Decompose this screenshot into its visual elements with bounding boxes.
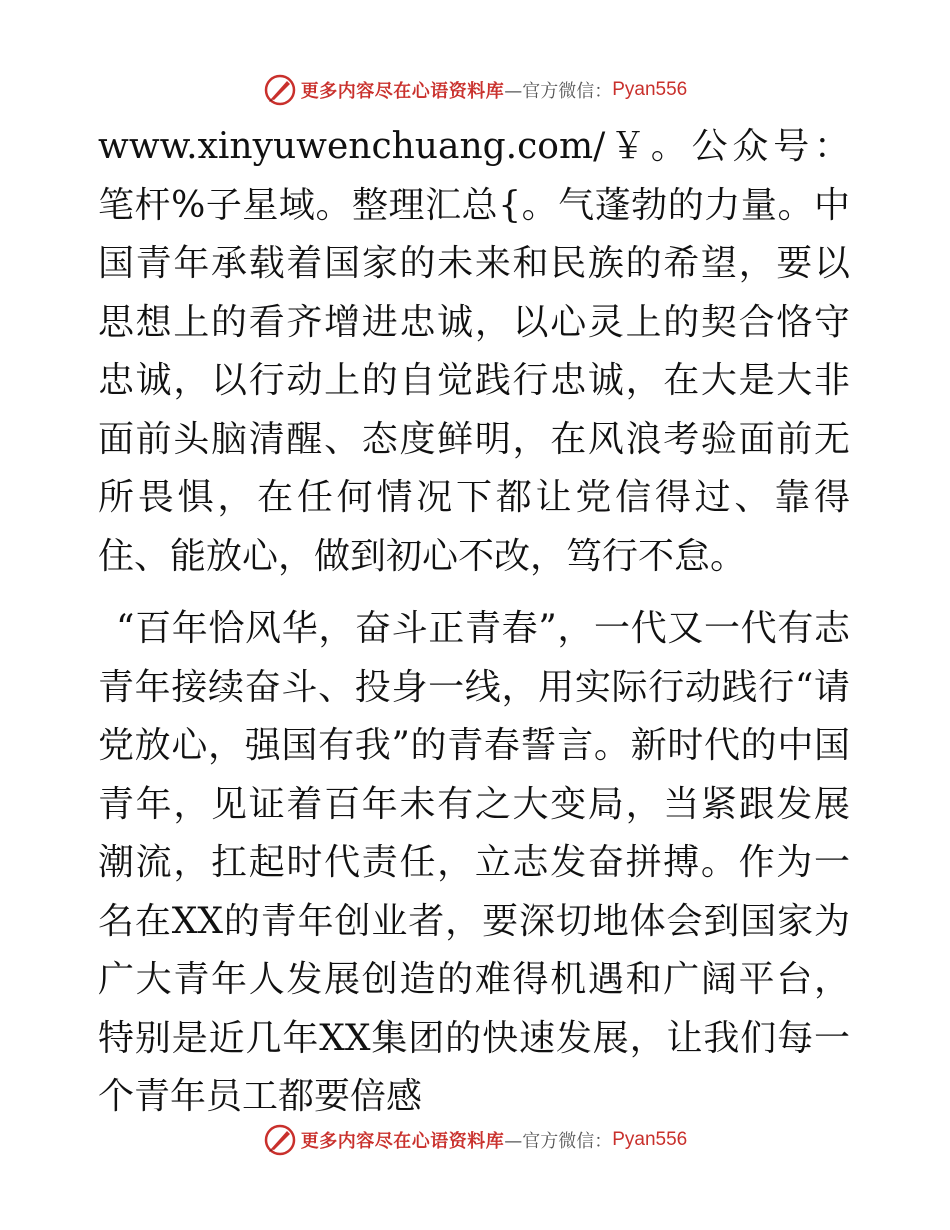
footer-wechat-id: Pyan556: [612, 1129, 688, 1150]
header-banner-text: 更多内容尽在心语资料库: [300, 81, 505, 102]
footer-banner-dash: —官方微信：: [504, 1131, 613, 1152]
paragraph-2: “百年恰风华，奋斗正青春”，一代又一代有志青年接续奋斗、投身一线，用实际行动践行“请党放心，强国有我”的青春誓言。新时代的中国青年，见证着百年未有之大变局，当紧跟发展潮流，扛起时代责任，立志发奋拼搏。作为一名在XX的青年创业者，要深切地体会到国家为广大青年人发展创造的难得机遇和广阔平台，特别是近几年XX集团的快速发展，让我们每一个青年员工都要倍感: [98, 608, 850, 1117]
footer-banner-text: 更多内容尽在心语资料库: [300, 1131, 505, 1152]
quill-pen-logo-icon: [263, 73, 297, 107]
footer-banner: [0, 1120, 950, 1160]
quill-pen-logo-icon: [263, 1123, 297, 1157]
header-banner: [0, 70, 950, 110]
document-body: [98, 118, 850, 1127]
paragraph-1: www.xinyuwenchuang.com/￥。公众号：笔杆%子星域。整理汇总{。气蓬勃的力量。中国青年承载着国家的未来和民族的希望，要以思想上的看齐增进忠诚，以心灵上的契合恪守忠诚，以行动上的自觉践行忠诚，在大是大非面前头脑清醒、态度鲜明，在风浪考验面前无所畏惧，在任何情况下都让党信得过、靠得住、能放心，做到初心不改，笃行不怠。: [98, 126, 850, 577]
header-banner-dash: —官方微信：: [504, 81, 613, 102]
header-wechat-id: Pyan556: [612, 79, 688, 100]
